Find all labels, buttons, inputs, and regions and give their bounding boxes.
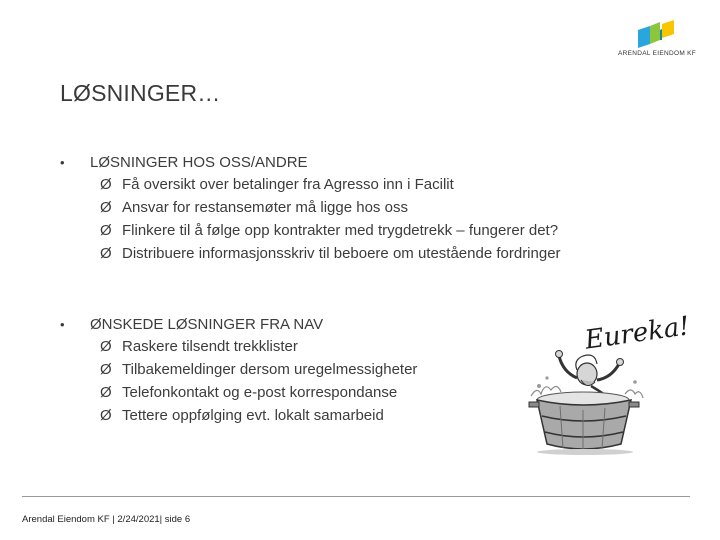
footer-text: Arendal Eiendom KF | 2/24/2021| side 6 [22, 514, 191, 525]
eureka-bathtub-illustration [525, 311, 692, 456]
sub-bullet: Ø [100, 245, 112, 262]
sub-bullet: Ø [100, 361, 112, 378]
list-item-text: Tilbakemeldinger dersom uregelmessigheter [122, 361, 418, 378]
sub-bullet: Ø [100, 338, 112, 355]
list-item-text: Ansvar for restansemøter må ligge hos oss [122, 199, 408, 216]
company-logo [612, 20, 702, 62]
list-item-text: Telefonkontakt og e-post korrespondanse [122, 384, 398, 401]
sub-bullet: Ø [100, 384, 112, 401]
logo-text: ARENDAL EIENDOM KF [617, 50, 697, 57]
list-item-text: Få oversikt over betalinger fra Agresso inn i Facilit [122, 176, 454, 193]
sub-bullet: Ø [100, 199, 112, 216]
sub-bullet: Ø [100, 176, 112, 193]
list-item-text: Distribuere informasjonsskriv til beboere om utestående fordringer [122, 245, 561, 262]
section-heading: LØSNINGER HOS OSS/ANDRE [90, 154, 308, 171]
list-item-text: Flinkere til å følge opp kontrakter med trygdetrekk – fungerer det? [122, 222, 559, 239]
sub-bullet: Ø [100, 407, 112, 424]
eureka-caption: Eureka! [583, 311, 692, 356]
bullet: • [60, 317, 65, 332]
slide-title: LØSNINGER… [60, 80, 221, 106]
bullet: • [60, 155, 65, 170]
logo-mark-icon [630, 20, 684, 48]
list-item-text: Raskere tilsendt trekklister [122, 338, 298, 355]
section-heading: ØNSKEDE LØSNINGER FRA NAV [90, 316, 324, 333]
sub-bullet: Ø [100, 222, 112, 239]
list-item-text: Tettere oppfølging evt. lokalt samarbeid [122, 407, 384, 424]
footer-divider [22, 496, 690, 497]
